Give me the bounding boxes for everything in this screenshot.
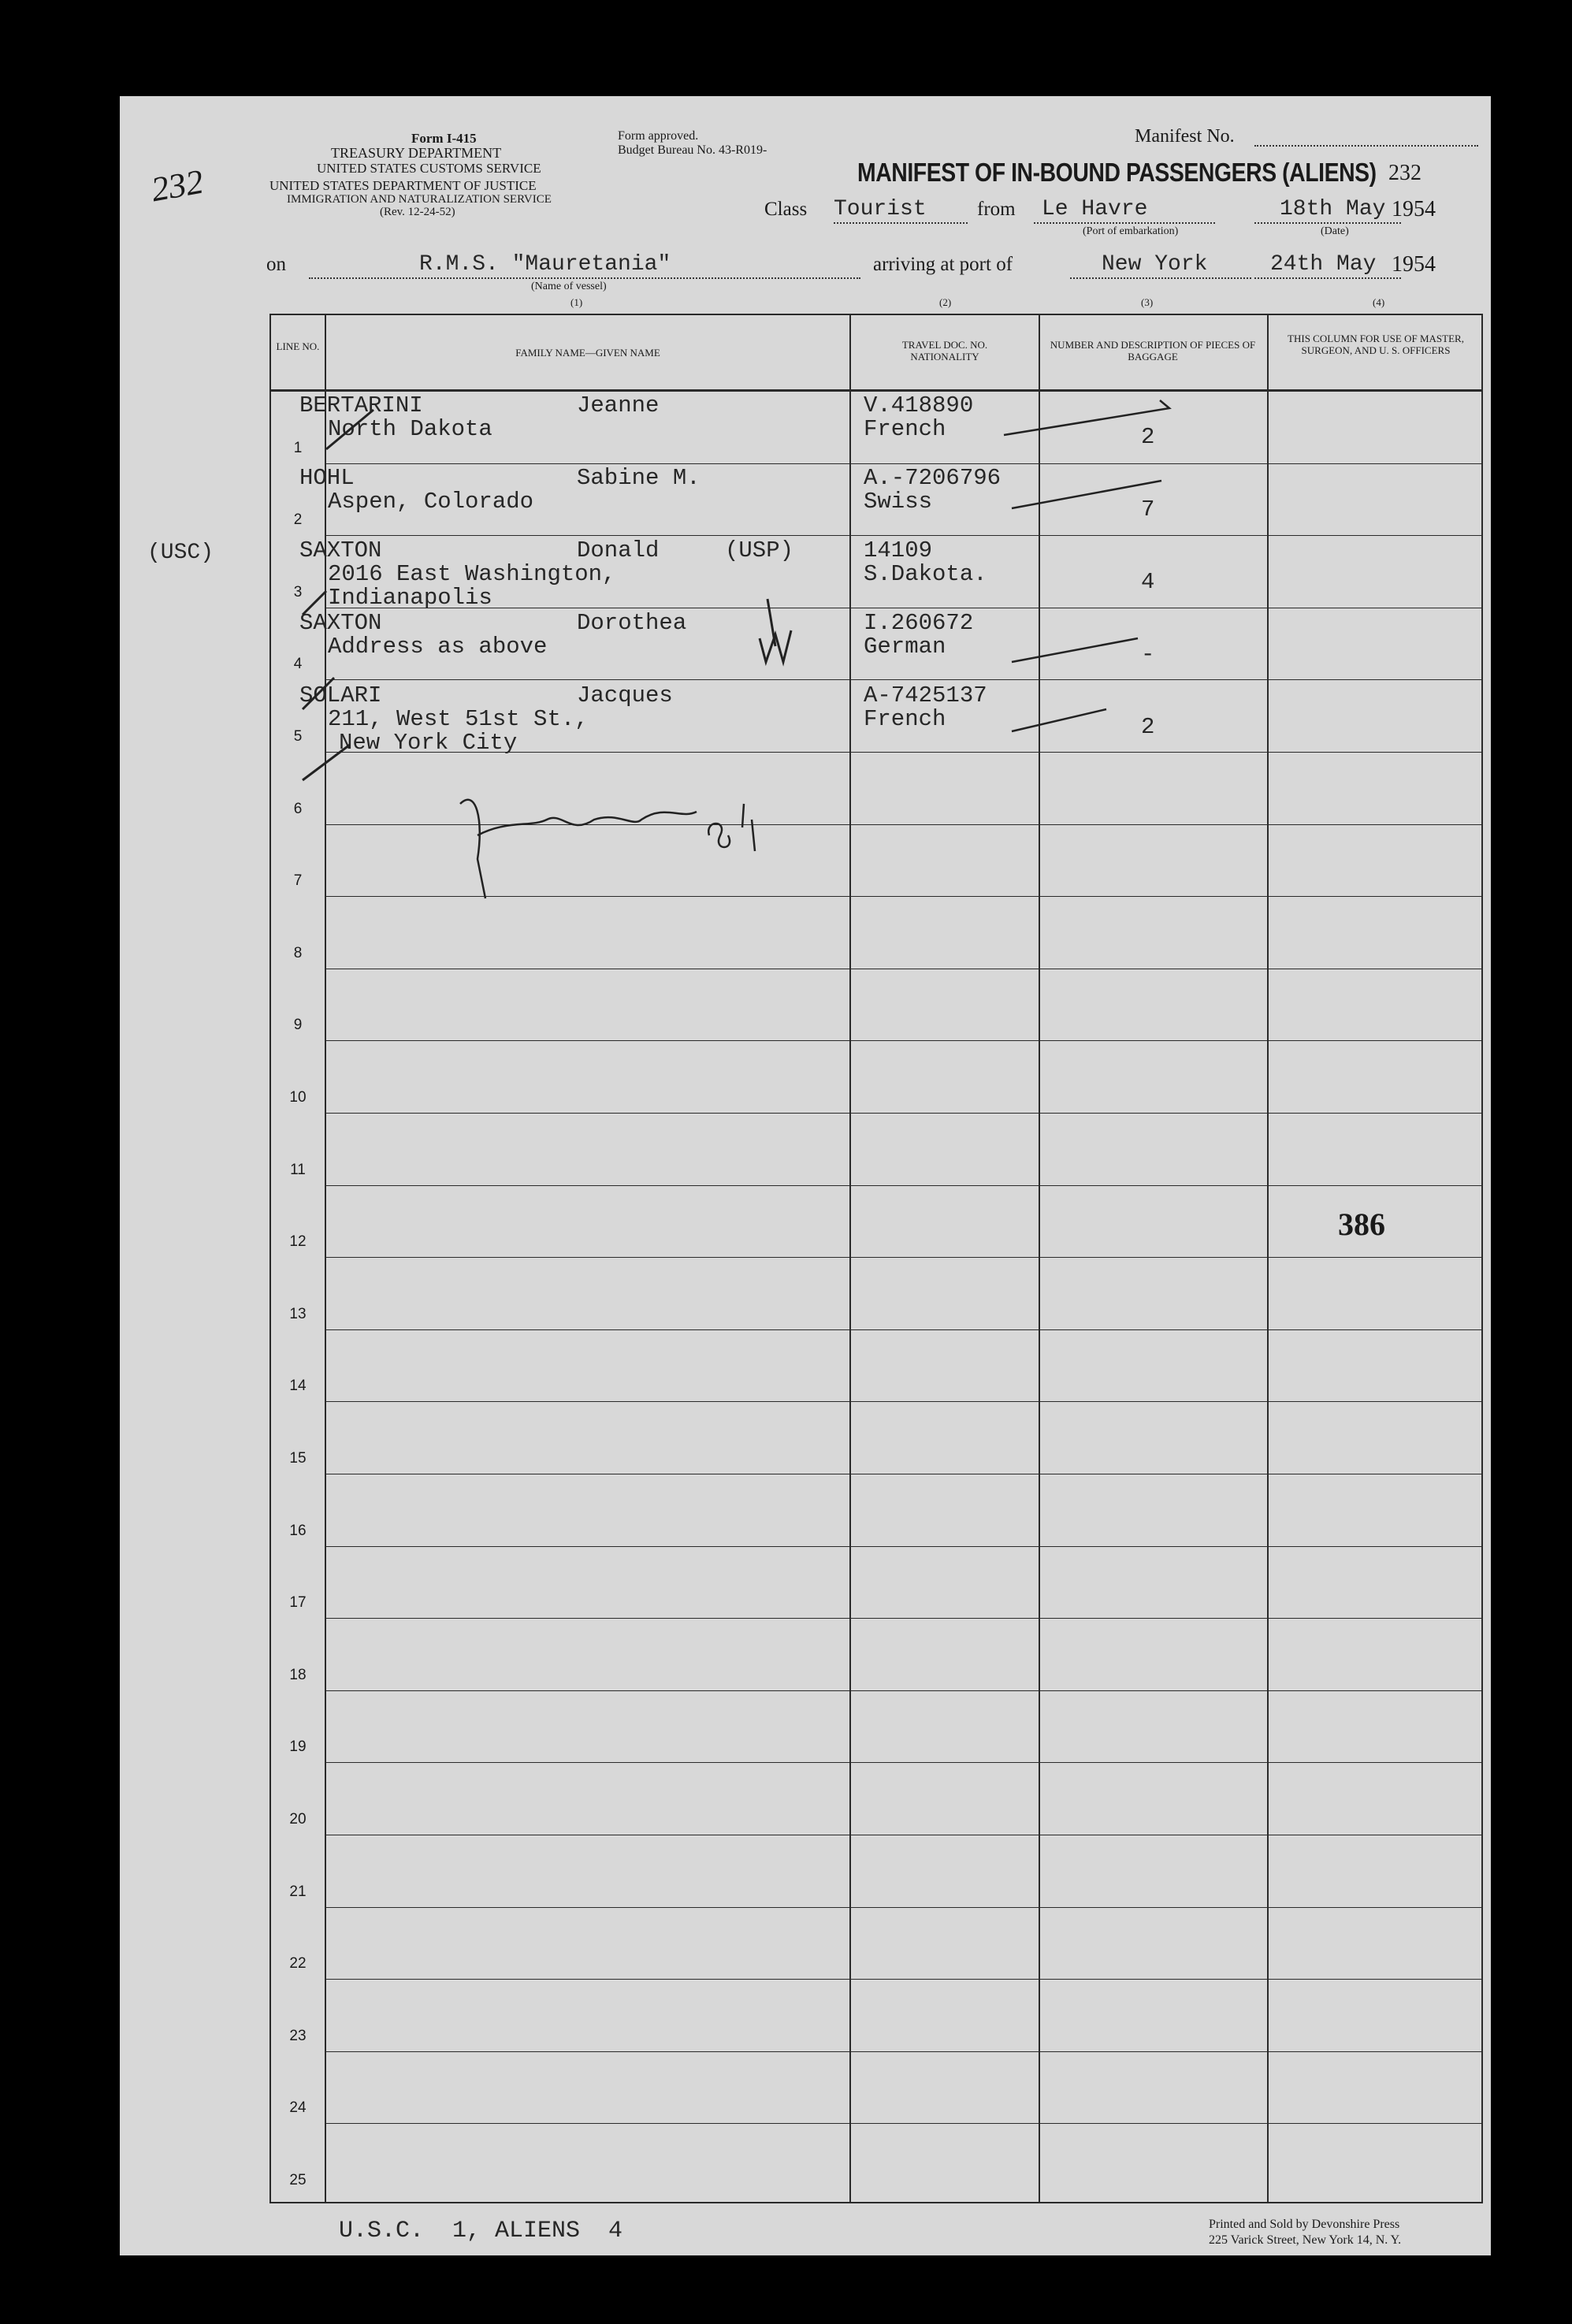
- line-number: 24: [289, 2099, 307, 2117]
- line-number: 20: [289, 1811, 307, 1828]
- baggage-count: -: [1141, 641, 1155, 667]
- page-number: 232: [1388, 161, 1421, 185]
- baggage-count: 2: [1141, 714, 1155, 740]
- printer-line-2: 225 Varick Street, New York 14, N. Y.: [1209, 2233, 1402, 2247]
- line-number: 13: [289, 1305, 307, 1322]
- line-number: 6: [293, 800, 303, 817]
- baggage-count: 4: [1141, 569, 1155, 595]
- line-number: 8: [293, 944, 303, 961]
- travel-doc-number: A-7425137: [864, 682, 987, 708]
- address-line: Address as above: [328, 634, 548, 660]
- departure-year: 1954: [1392, 197, 1436, 221]
- travel-doc-number: 14109: [864, 537, 933, 563]
- address-line: 2016 East Washington,: [328, 561, 616, 587]
- line-number: 25: [289, 2172, 307, 2188]
- class-label: Class: [764, 199, 808, 220]
- line-number: 18: [289, 1666, 307, 1683]
- form-number: Form I-415: [411, 131, 477, 146]
- line-number: 17: [289, 1594, 307, 1612]
- revision-label: (Rev. 12-24-52): [380, 206, 455, 218]
- arrival-port: New York: [1102, 252, 1208, 277]
- family-name: SAXTON: [299, 610, 382, 636]
- date-caption: (Date): [1321, 225, 1349, 237]
- line-number: 14: [289, 1378, 307, 1395]
- vessel-col-number: (1): [570, 296, 583, 308]
- passenger-table: [269, 314, 1483, 2203]
- customs-service: UNITED STATES CUSTOMS SERVICE: [317, 161, 541, 176]
- manifest-title: MANIFEST OF IN-BOUND PASSENGERS (ALIENS): [857, 158, 1377, 187]
- col4-number: (4): [1373, 296, 1385, 308]
- arrival-date-underline: [1254, 277, 1401, 279]
- col-line-no-header: LINE NO.: [276, 340, 320, 352]
- given-name: Donald: [577, 537, 660, 563]
- port-of-embarkation: Le Havre: [1042, 197, 1148, 221]
- col2-number: (2): [939, 296, 952, 308]
- line-number: 2: [293, 511, 303, 529]
- manifest-no-label: Manifest No.: [1135, 126, 1235, 147]
- address-line: Indianapolis: [328, 585, 492, 611]
- ins-label: IMMIGRATION AND NATURALIZATION SERVICE: [287, 193, 552, 206]
- travel-doc-number: A.-7206796: [864, 465, 1002, 491]
- given-name: Dorothea: [577, 610, 687, 636]
- family-name: SAXTON: [299, 537, 382, 563]
- class-value: Tourist: [834, 197, 927, 221]
- line-number: 12: [289, 1233, 307, 1251]
- line-number: 19: [289, 1738, 307, 1756]
- arrival-date: 24th May: [1270, 252, 1377, 277]
- nationality: German: [864, 634, 946, 660]
- travel-doc-number: I.260672: [864, 610, 974, 636]
- arrival-year: 1954: [1392, 252, 1436, 277]
- line-number: 10: [289, 1089, 307, 1106]
- form-approved: Form approved.: [618, 129, 699, 143]
- line-number: 7: [293, 872, 303, 890]
- nationality: S.Dakota.: [864, 561, 987, 587]
- line-number: 11: [290, 1161, 306, 1178]
- address-line: 211, West 51st St.,: [328, 706, 589, 732]
- travel-doc-number: V.418890: [864, 392, 974, 418]
- given-name: Jacques: [577, 682, 673, 708]
- family-name: SOLARI: [299, 682, 382, 708]
- treasury-department: TREASURY DEPARTMENT: [331, 145, 502, 161]
- family-name: BERTARINI: [299, 392, 423, 418]
- given-name: Sabine M.: [577, 465, 701, 491]
- date-underline: [1254, 222, 1401, 224]
- nationality: French: [864, 416, 946, 442]
- col-officers-header: THIS COLUMN FOR USE OF MASTER, SURGEON, AND U. S. OFFICERS: [1288, 333, 1464, 356]
- nationality: Swiss: [864, 489, 933, 515]
- line-number: 4: [293, 656, 303, 673]
- stamp-number: 386: [1338, 1207, 1385, 1242]
- col-name-header: FAMILY NAME—GIVEN NAME: [515, 347, 660, 359]
- vessel-underline: [309, 277, 860, 279]
- family-name: HOHL: [299, 465, 355, 491]
- line-number: 1: [293, 439, 303, 456]
- arriving-label: arriving at port of: [873, 254, 1013, 275]
- col-baggage-header: NUMBER AND DESCRIPTION OF PIECES OF BAGGAGE: [1050, 339, 1256, 363]
- col-travel-doc-header: TRAVEL DOC. NO. NATIONALITY: [901, 339, 988, 363]
- department-of-justice: UNITED STATES DEPARTMENT OF JUSTICE: [269, 178, 537, 193]
- from-label: from: [977, 199, 1016, 220]
- class-underline: [834, 222, 968, 224]
- departure-date: 18th May: [1280, 197, 1386, 221]
- arrival-port-underline: [1070, 277, 1251, 279]
- footer-summary: U.S.C. 1, ALIENS 4: [339, 2218, 623, 2244]
- line-number: 9: [293, 1017, 303, 1034]
- nationality: French: [864, 706, 946, 732]
- vessel-caption: (Name of vessel): [531, 281, 607, 292]
- line-number: 21: [289, 1883, 307, 1900]
- printer-line-1: Printed and Sold by Devonshire Press: [1209, 2218, 1400, 2231]
- on-label: on: [266, 254, 286, 275]
- line-number: 3: [293, 583, 303, 601]
- citizenship-note: (USP): [725, 537, 794, 563]
- address-line: New York City: [339, 730, 518, 756]
- handwritten-marks: [271, 315, 1481, 2203]
- from-underline: [1034, 222, 1215, 224]
- manifest-no-field: [1254, 145, 1478, 147]
- budget-bureau: Budget Bureau No. 43-R019-: [618, 143, 767, 157]
- baggage-count: 2: [1141, 424, 1155, 450]
- address-line: North Dakota: [328, 416, 492, 442]
- address-line: Aspen, Colorado: [328, 489, 534, 515]
- given-name: Jeanne: [577, 392, 660, 418]
- line-number: 16: [289, 1522, 307, 1539]
- vessel-name: R.M.S. "Mauretania": [419, 252, 671, 277]
- manifest-sheet: [120, 96, 1491, 2255]
- baggage-count: 7: [1141, 496, 1155, 522]
- line-number: 23: [289, 2027, 307, 2044]
- line-number: 22: [289, 1955, 307, 1973]
- usc-margin-note: (USC): [147, 541, 214, 565]
- col3-number: (3): [1141, 296, 1154, 308]
- margin-handwritten-number: 232: [148, 162, 206, 210]
- line-number: 5: [293, 728, 303, 745]
- port-embarkation-caption: (Port of embarkation): [1083, 225, 1179, 237]
- line-number: 15: [289, 1450, 307, 1467]
